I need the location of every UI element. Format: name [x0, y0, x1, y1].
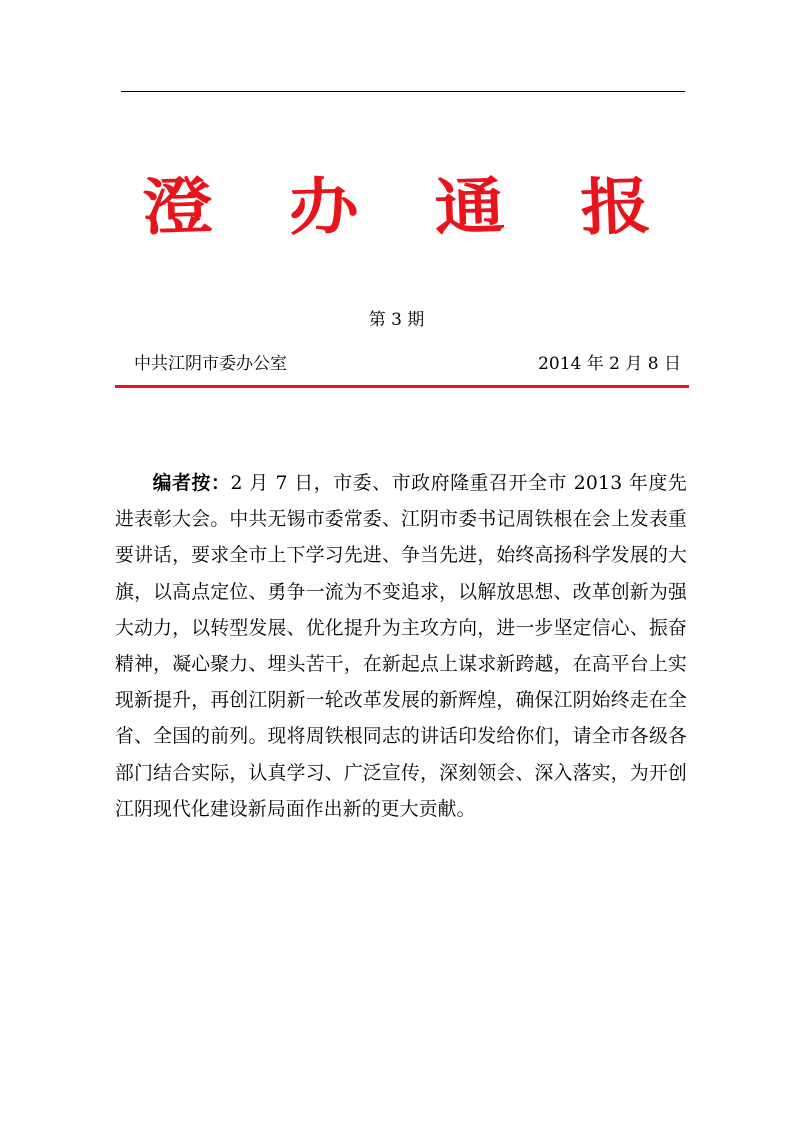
issuing-office: 中共江阴市委办公室 — [134, 354, 287, 374]
masthead-char: 报 — [579, 169, 652, 245]
masthead-title — [120, 162, 673, 252]
editor-note — [115, 466, 687, 828]
red-divider — [115, 385, 689, 388]
top-divider — [121, 91, 685, 92]
masthead-char: 通 — [433, 169, 506, 245]
issue-number: 第 3 期 — [368, 310, 425, 330]
masthead-char: 办 — [287, 169, 360, 245]
issue-date: 2014 年 2 月 8 日 — [538, 354, 681, 374]
editor-note-lead: 编者按： — [152, 473, 231, 494]
editor-note-text: 2 月 7 日，市委、市政府隆重召开全市 2013 年度先进表彰大会。中共无锡市委常委、江阴市委书记周铁根在会上发表重要讲话，要求全市上下学习先进、争当先进，始终高扬科学发展的大旗，以高点定位、勇争一流为不变追求，以解放思想、改革创新为强大动力，以转型发展、优化提升为主攻方向，进一步坚定信心、振奋精神，凝心聚力、埋头苦干，在新起点上谋求新跨越，在高平台上实现新提升，再创江阴新一轮改革发展的新辉煌，确保江阴始终走在全省、全国的前列。现将周铁根同志的讲话印发给你们，请全市各级各部门结合实际，认真学习、广泛宣传，深刻领会、深入落实，为开创江阴现代化建设新局面作出新的更大贡献。 — [115, 473, 687, 820]
masthead-char: 澄 — [141, 169, 214, 245]
